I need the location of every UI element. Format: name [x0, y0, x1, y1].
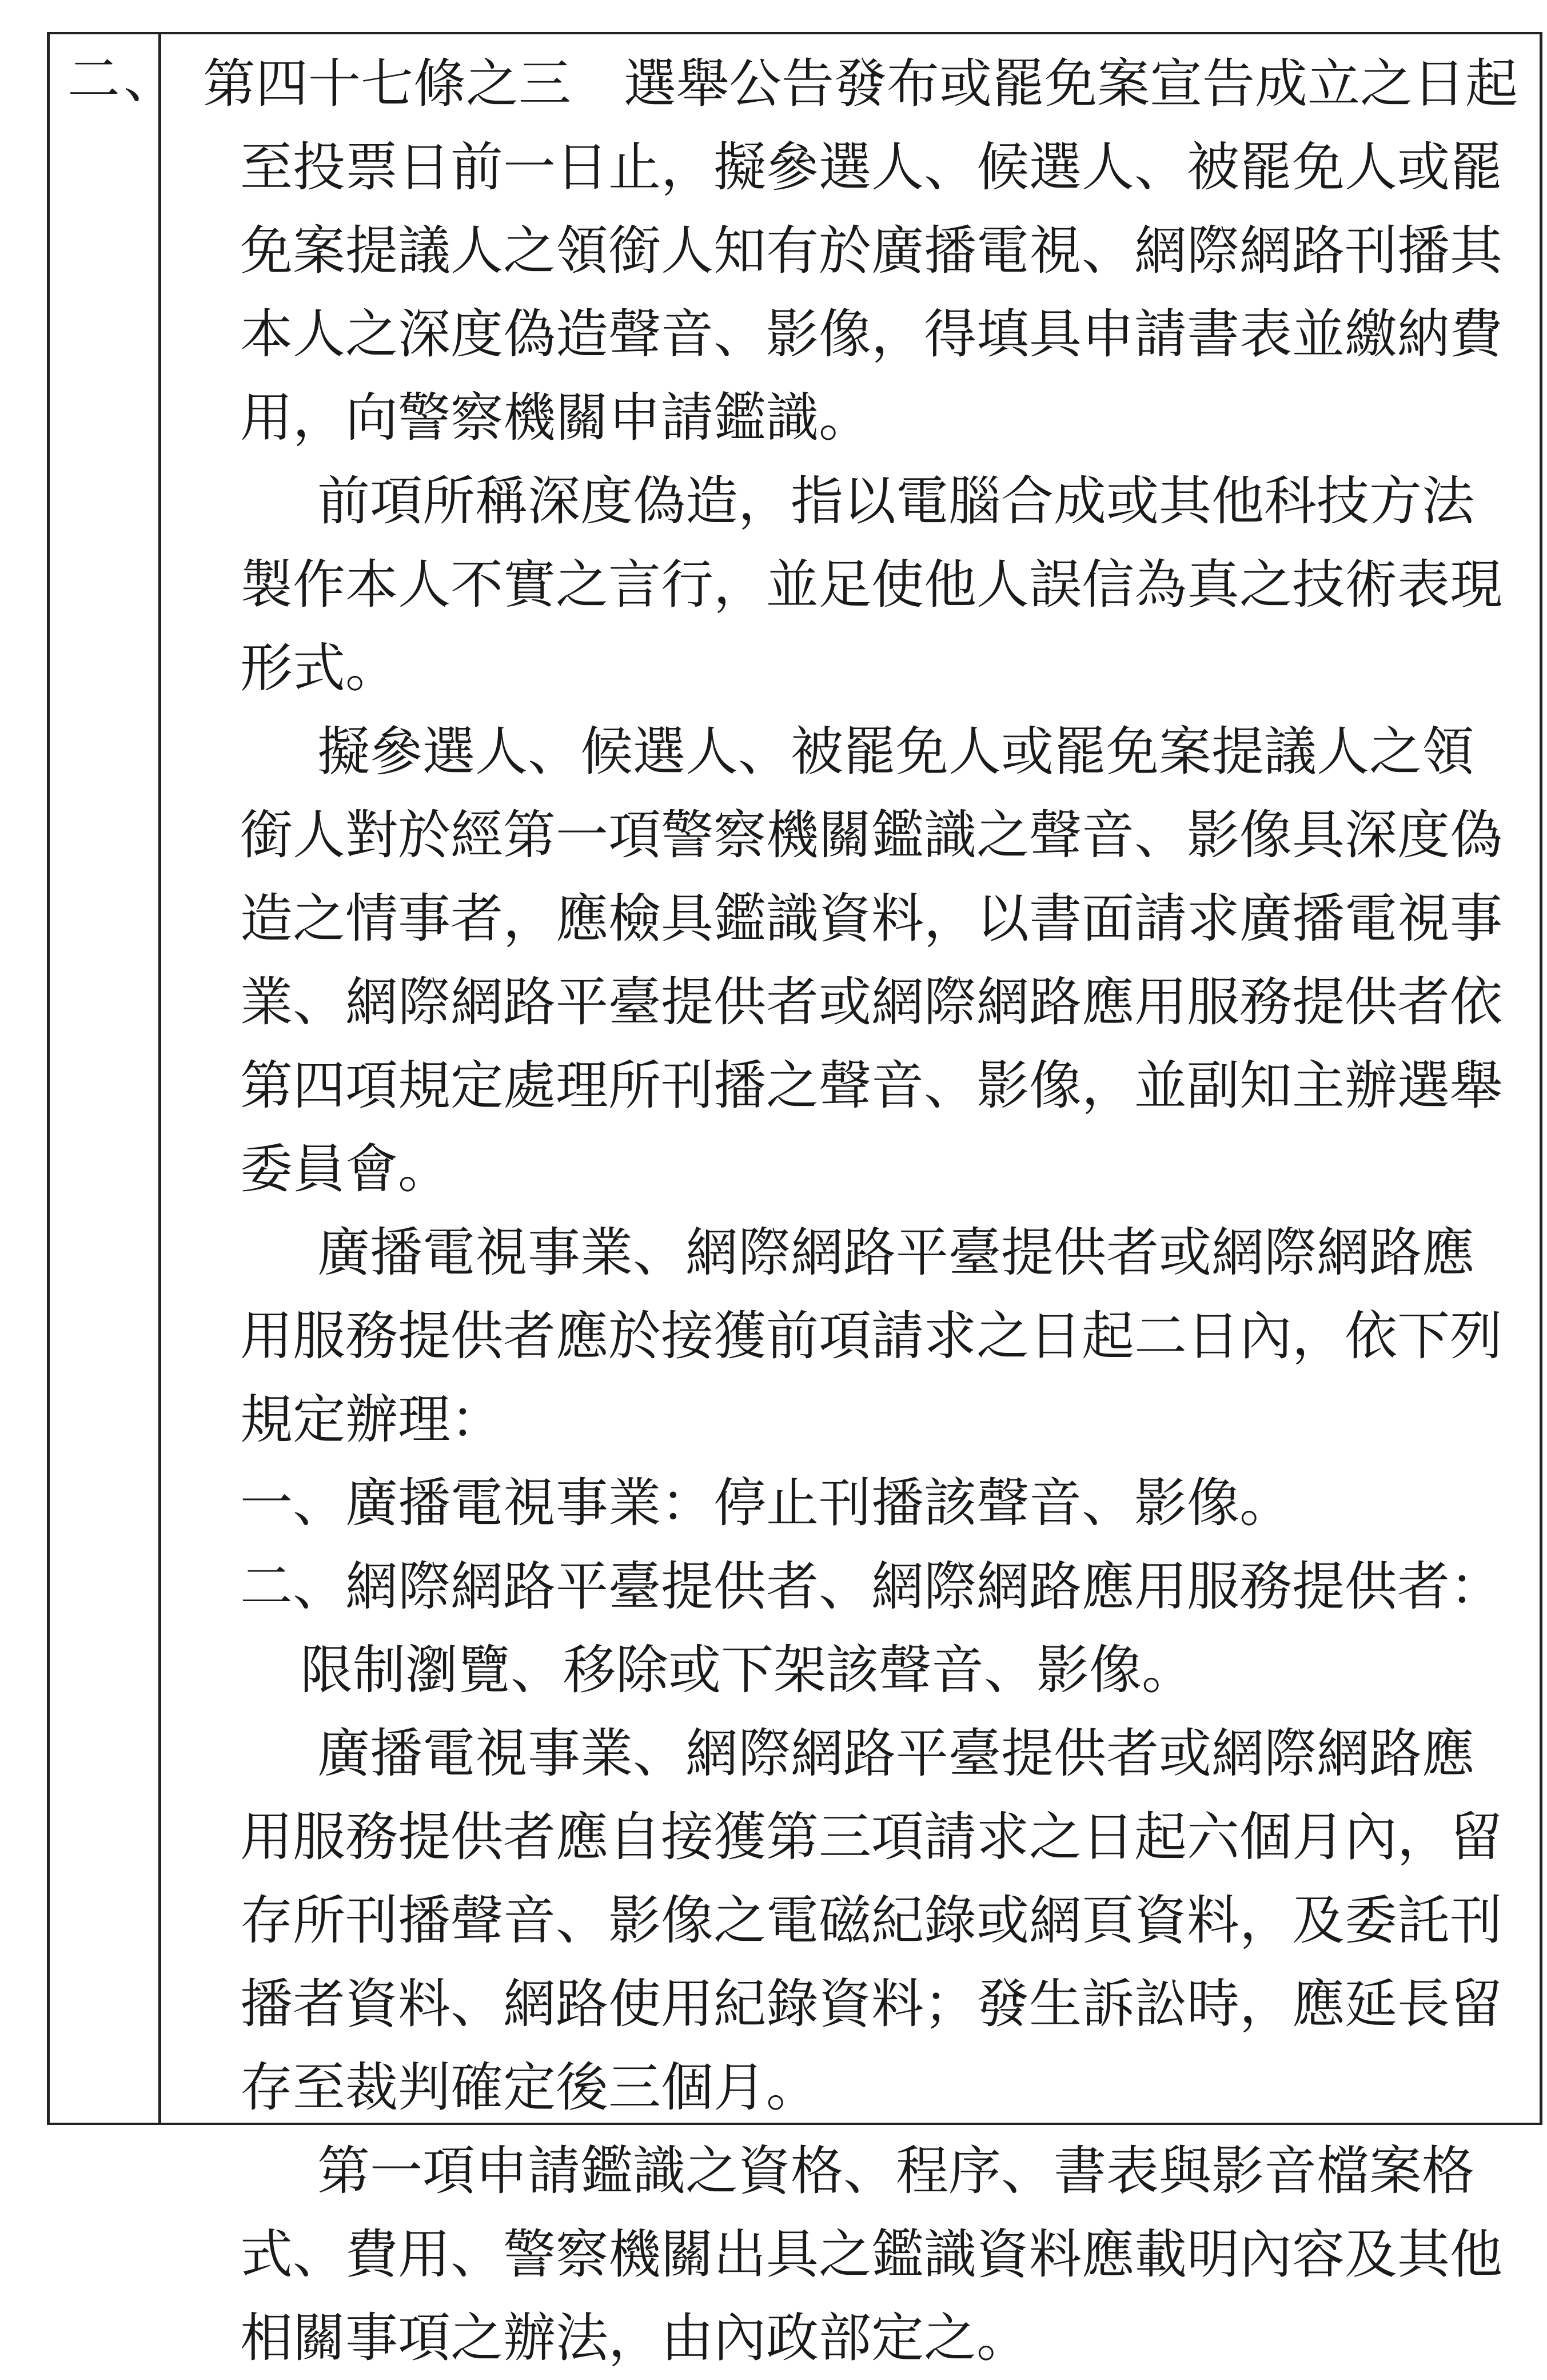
text-line: 用，向警察機關申請鑑識。: [240, 387, 872, 448]
text-line: 業、網際網路平臺提供者或網際網路應用服務提供者依: [240, 972, 1503, 1033]
text-line: 存所刊播聲音、影像之電磁紀錄或網頁資料，及委託刊: [240, 1890, 1503, 1951]
text-line: 免案提議人之領銜人知有於廣播電視、網際網路刊播其: [240, 220, 1503, 281]
text-line: 本人之深度偽造聲音、影像，得填具申請書表並繳納費: [240, 304, 1503, 365]
text-line: 用服務提供者應自接獲第三項請求之日起六個月內，留: [240, 1806, 1503, 1868]
text-line: 形式。: [240, 638, 398, 699]
text-line: 用服務提供者應於接獲前項請求之日起二日內，依下列: [240, 1306, 1503, 1367]
text-line: 銜人對於經第一項警察機關鑑識之聲音、影像具深度偽: [240, 805, 1503, 866]
column-divider: [158, 32, 161, 2125]
list-item: 二、網際網路平臺提供者、網際網路應用服務提供者：: [240, 1556, 1503, 1617]
text-line: 存至裁判確定後三個月。: [240, 2057, 819, 2118]
list-item: 一、廣播電視事業：停止刊播該聲音、影像。: [240, 1472, 1293, 1534]
article-text: [203, 42, 1518, 2380]
text-line: 造之情事者，應檢具鑑識資料，以書面請求廣播電視事: [240, 888, 1503, 949]
text-line: 第四十七條之三 選舉公告發布或罷免案宣告成立之日起: [203, 53, 1518, 114]
text-line: 製作本人不實之言行，並足使他人誤信為真之技術表現: [240, 554, 1503, 615]
text-line: 第一項申請鑑識之資格、程序、書表與影音檔案格: [317, 2140, 1475, 2202]
text-line: 廣播電視事業、網際網路平臺提供者或網際網路應: [317, 1723, 1475, 1784]
text-line: 廣播電視事業、網際網路平臺提供者或網際網路應: [317, 1222, 1475, 1283]
text-line: 式、費用、警察機關出具之鑑識資料應載明內容及其他: [240, 2224, 1503, 2285]
text-line: 委員會。: [240, 1139, 451, 1200]
text-line: 至投票日前一日止，擬參選人、候選人、被罷免人或罷: [240, 137, 1503, 198]
text-line: 播者資料、網路使用紀錄資料；發生訴訟時，應延長留: [240, 1973, 1503, 2035]
item-number: 二、: [67, 49, 180, 110]
text-line: 第四項規定處理所刊播之聲音、影像，並副知主辦選舉: [240, 1055, 1503, 1116]
list-item-continuation: 限制瀏覽、移除或下架該聲音、影像。: [300, 1639, 1195, 1701]
text-line: 擬參選人、候選人、被罷免人或罷免案提議人之領: [317, 721, 1475, 782]
text-line: 前項所稱深度偽造，指以電腦合成或其他科技方法: [317, 471, 1475, 532]
text-line: 相關事項之辦法，由內政部定之。: [240, 2307, 1030, 2369]
text-line: 規定辦理：: [240, 1389, 504, 1450]
